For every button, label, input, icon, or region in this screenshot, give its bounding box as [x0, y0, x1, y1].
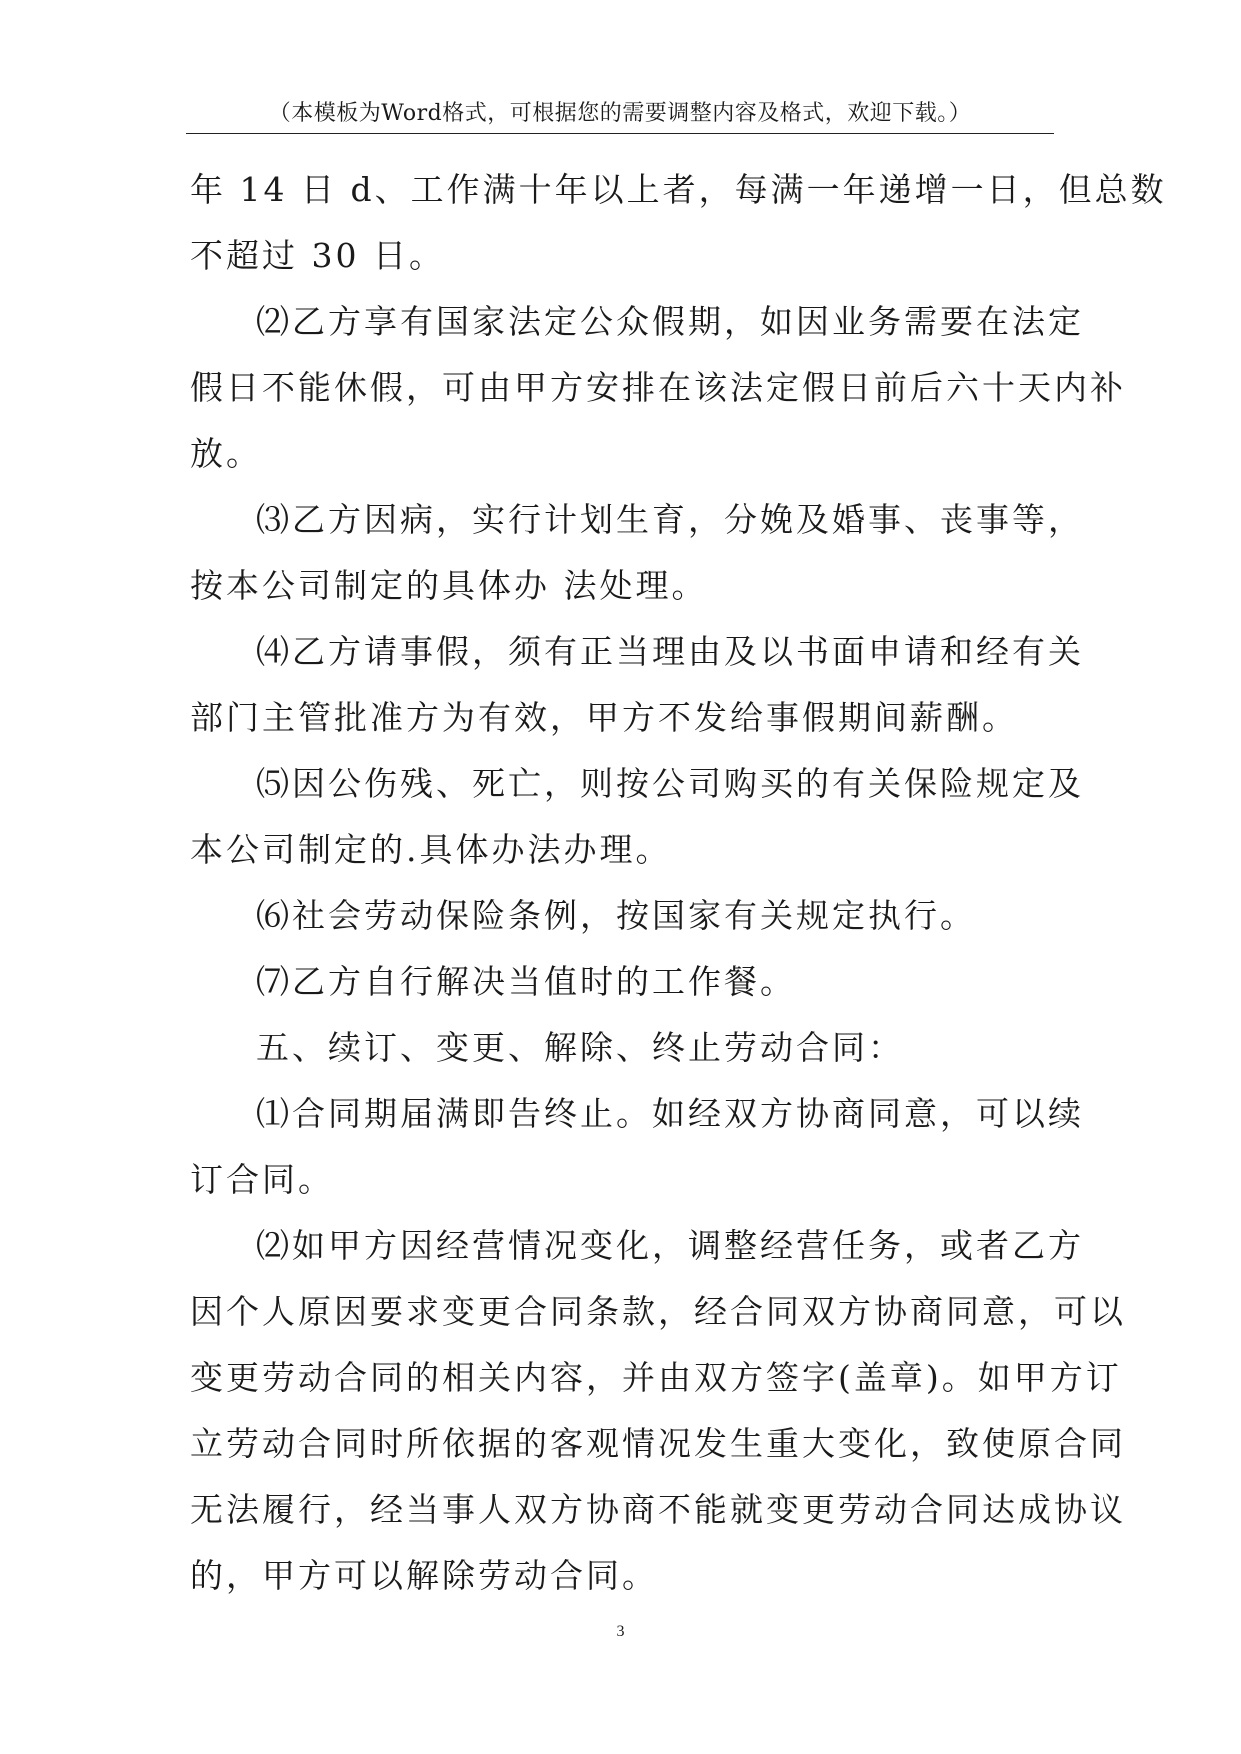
text-line: 不超过 30 日。 [190, 236, 445, 275]
text-line: ⑴合同期届满即告终止。如经双方协商同意，可以续 [256, 1094, 1084, 1133]
document-body [190, 157, 1167, 1609]
text-line: 本公司制定的.具体办法办理。 [190, 830, 672, 869]
text-line: 因个人原因要求变更合同条款，经合同双方协商同意，可以 [190, 1292, 1126, 1331]
text-line: 立劳动合同时所依据的客观情况发生重大变化，致使原合同 [190, 1424, 1126, 1463]
text-line: ⑷乙方请事假，须有正当理由及以书面申请和经有关 [256, 632, 1084, 671]
text-line: ⑹社会劳动保险条例，按国家有关规定执行。 [256, 896, 976, 935]
text-line: 放。 [190, 434, 262, 473]
header-note: （本模板为Word格式，可根据您的需要调整内容及格式，欢迎下载。） [268, 101, 972, 126]
text-line: 变更劳动合同的相关内容，并由双方签字(盖章)。如甲方订 [190, 1358, 1122, 1397]
text-line: 的，甲方可以解除劳动合同。 [190, 1556, 658, 1595]
text-line: 假日不能休假，可由甲方安排在该法定假日前后六十天内补 [190, 368, 1126, 407]
text-line: ⑶乙方因病，实行计划生育，分娩及婚事、丧事等， [256, 500, 1084, 539]
text-line: ⑵乙方享有国家法定公众假期，如因业务需要在法定 [256, 302, 1084, 341]
text-line: 五、续订、变更、解除、终止劳动合同： [256, 1028, 904, 1067]
text-line: ⑸因公伤残、死亡，则按公司购买的有关保险规定及 [256, 764, 1084, 803]
text-line: 按本公司制定的具体办 法处理。 [190, 566, 708, 605]
text-line: ⑵如甲方因经营情况变化，调整经营任务，或者乙方 [256, 1226, 1084, 1265]
page-number: 3 [616, 1623, 625, 1640]
text-line: 无法履行，经当事人双方协商不能就变更劳动合同达成协议 [190, 1490, 1126, 1529]
text-line: 年 14 日 d、工作满十年以上者，每满一年递增一日，但总数 [190, 170, 1167, 209]
text-line: ⑺乙方自行解决当值时的工作餐。 [256, 962, 796, 1001]
text-line: 订合同。 [190, 1160, 334, 1199]
text-line: 部门主管批准方为有效，甲方不发给事假期间薪酬。 [190, 698, 1018, 737]
header-divider [186, 133, 1054, 134]
